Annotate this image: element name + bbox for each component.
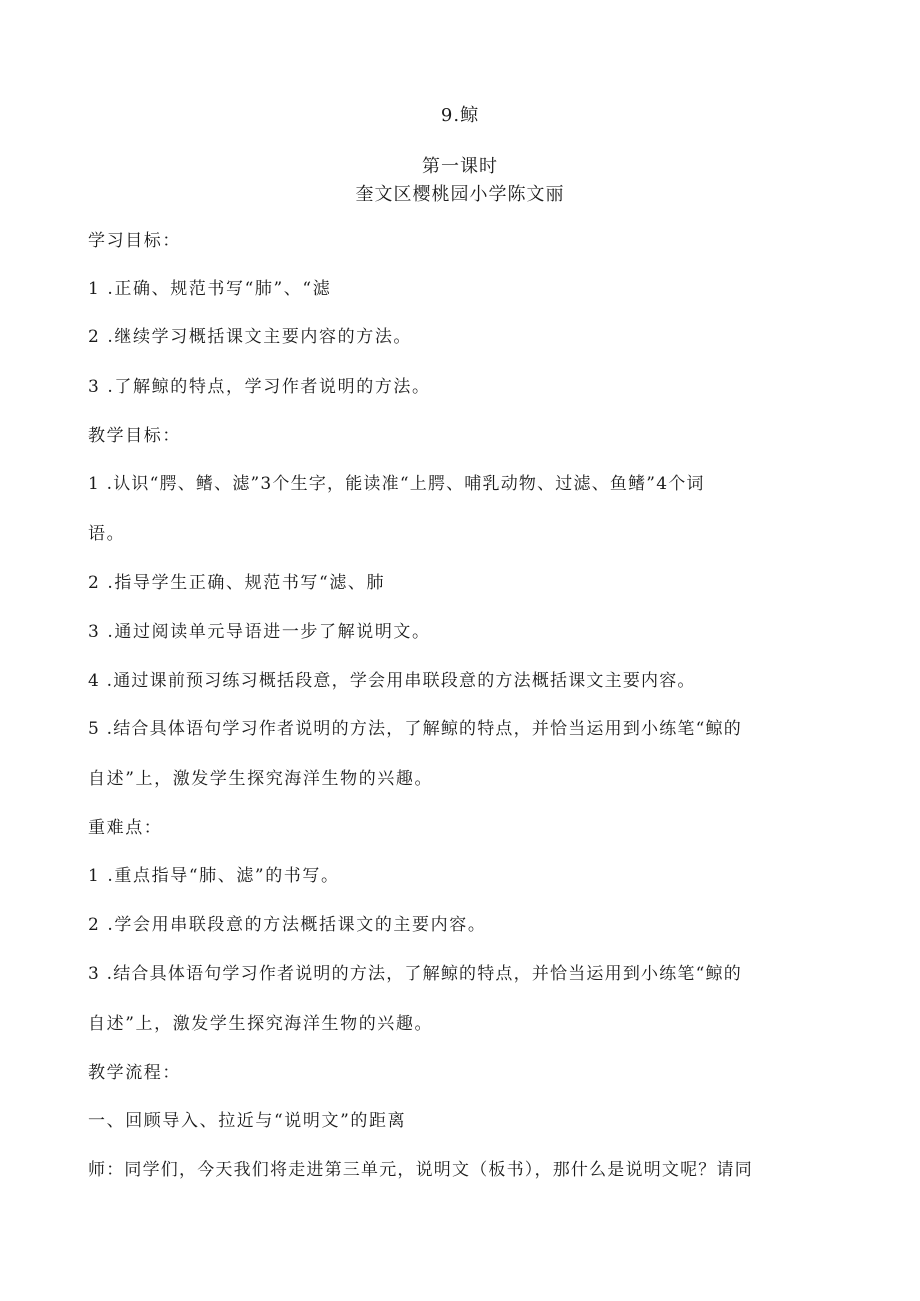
lesson-title: 9.鲸	[440, 105, 480, 126]
teaching-goal-item: 5 .结合具体语句学习作者说明的方法，了解鲸的特点，并恰当运用到小练笔“鲸的	[88, 719, 742, 739]
learning-goal-item: 2 .继续学习概括课文主要内容的方法。	[88, 327, 413, 347]
process-heading: 教学流程：	[88, 1063, 181, 1083]
key-point-item: 1 .重点指导“肺、滤”的书写。	[88, 866, 340, 886]
learning-goal-item: 3 .了解鲸的特点，学习作者说明的方法。	[88, 377, 431, 397]
process-item: 师：同学们，今天我们将走进第三单元，说明文（板书），那什么是说明文呢？请同	[88, 1160, 753, 1180]
key-point-item: 自述”上，激发学生探究海洋生物的兴趣。	[88, 1014, 434, 1034]
teaching-goal-item: 自述”上，激发学生探究海洋生物的兴趣。	[88, 769, 434, 789]
teaching-goal-item: 语。	[88, 524, 126, 544]
key-points-heading: 重难点：	[88, 818, 163, 838]
teaching-goal-item: 2 .指导学生正确、规范书写“滤、肺	[88, 573, 386, 593]
learning-goal-item: 1 .正确、规范书写“肺”、“滤	[88, 279, 332, 299]
learning-goals-heading: 学习目标：	[88, 231, 181, 251]
process-item: 一、回顾导入、拉近与“说明文”的距离	[88, 1111, 407, 1131]
key-point-item: 3 .结合具体语句学习作者说明的方法，了解鲸的特点，并恰当运用到小练笔“鲸的	[88, 964, 742, 984]
lesson-author: 奎文区樱桃园小学陈文丽	[355, 184, 565, 205]
lesson-period: 第一课时	[422, 156, 498, 177]
teaching-goal-item: 1 .认识“腭、鳍、滤”3个生字，能读准“上腭、哺乳动物、过滤、鱼鳍”4个词	[88, 474, 705, 494]
teaching-goal-item: 4 .通过课前预习练习概括段意，学会用串联段意的方法概括课文主要内容。	[88, 671, 696, 691]
teaching-goal-item: 3 .通过阅读单元导语进一步了解说明文。	[88, 622, 431, 642]
teaching-goals-heading: 教学目标：	[88, 426, 181, 446]
key-point-item: 2 .学会用串联段意的方法概括课文的主要内容。	[88, 915, 487, 935]
